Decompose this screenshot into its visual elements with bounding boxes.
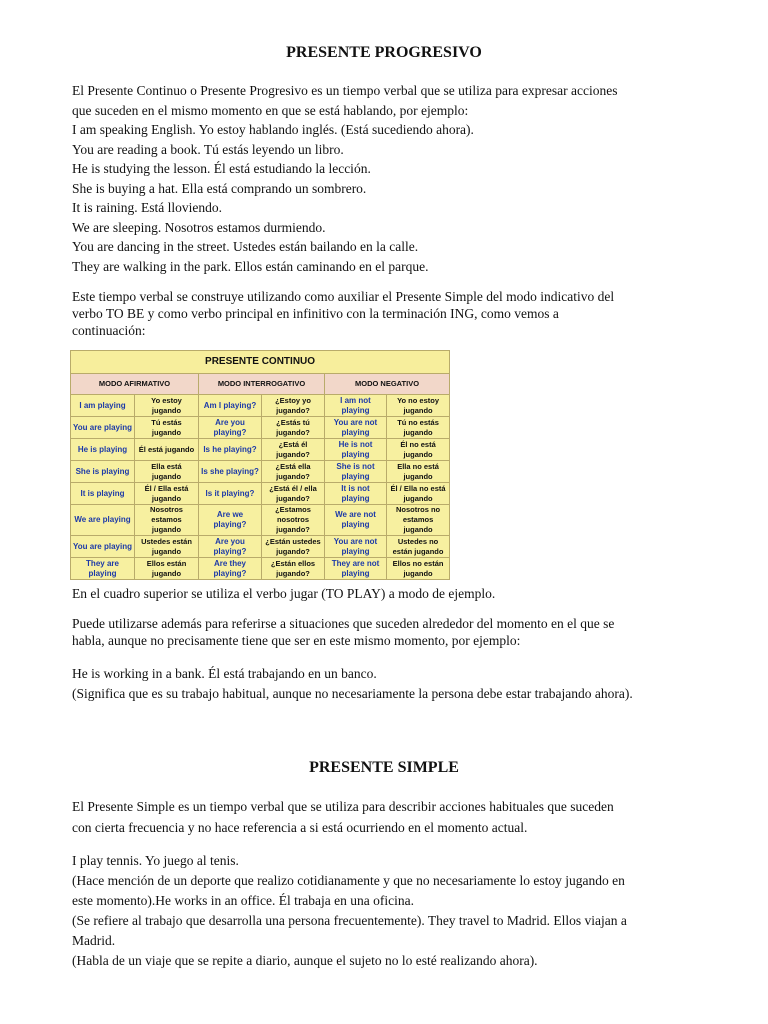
table-cell: Ella está jugando (135, 461, 199, 483)
table-cell: I am not playing (325, 395, 387, 417)
table-cell: I am playing (71, 395, 135, 417)
table-cell: They are playing (71, 558, 135, 580)
table-cell: You are not playing (325, 536, 387, 558)
example-line: You are dancing in the street. Ustedes están bailando en la calle. (72, 239, 419, 254)
table-cell: She is not playing (325, 461, 387, 483)
extra-example-line: (Significa que es su trabajo habitual, aunque no necesariamente la persona debe estar trabajando ahora). (72, 686, 633, 701)
table-note (72, 584, 692, 604)
table-row (71, 483, 450, 505)
table-row (71, 558, 450, 580)
table-cell: Ustedes no están jugando (387, 536, 450, 558)
table-cell: ¿Están ustedes jugando? (262, 536, 325, 558)
progresivo-intro (72, 81, 692, 120)
simple-example-line: (Habla de un viaje que se repite a diario, aunque el sujeto no lo esté realizando ahora). (72, 953, 538, 968)
table-cell: ¿Estoy yo jugando? (262, 395, 325, 417)
extra-line: habla, aunque no precisamente tiene que ser en este mismo momento, por ejemplo: (72, 633, 521, 648)
table-cell: Am I playing? (199, 395, 262, 417)
table-cell: Are they playing? (199, 558, 262, 580)
table-cell: Ellos no están jugando (387, 558, 450, 580)
progresivo-examples (72, 120, 692, 276)
table-cell: It is playing (71, 483, 135, 505)
table-cell: We are not playing (325, 505, 387, 536)
simple-example-line: (Se refiere al trabajo que desarrolla una persona frecuentemente). They travel to Madrid. Ellos viajan a (72, 913, 627, 928)
construction-line: continuación: (72, 323, 146, 338)
table-title: PRESENTE CONTINUO (71, 351, 450, 374)
construction-line: Este tiempo verbal se construye utilizando como auxiliar el Presente Simple del modo indicativo del (72, 289, 615, 304)
table-cell: Nosotros estamos jugando (135, 505, 199, 536)
table-cell: ¿Está ella jugando? (262, 461, 325, 483)
table-cell: Él no está jugando (387, 439, 450, 461)
simple-example-line: (Hace mención de un deporte que realizo cotidianamente y que no necesariamente lo estoy jugando en (72, 873, 625, 888)
table-cell: You are playing (71, 536, 135, 558)
table-cell: Él / Ella no está jugando (387, 483, 450, 505)
header-interrogativo: MODO INTERROGATIVO (199, 374, 325, 395)
table-row (71, 461, 450, 483)
table-cell: Tú no estás jugando (387, 417, 450, 439)
table-row (71, 439, 450, 461)
section-title-simple: PRESENTE SIMPLE (309, 759, 459, 776)
table-cell: You are not playing (325, 417, 387, 439)
table-cell: Yo no estoy jugando (387, 395, 450, 417)
header-afirmativo: MODO AFIRMATIVO (71, 374, 199, 395)
simple-intro-line: con cierta frecuencia y no hace referencia a si está ocurriendo en el momento actual. (72, 820, 528, 835)
table-row (71, 505, 450, 536)
example-line: He is studying the lesson. Él está estudiando la lección. (72, 161, 371, 176)
table-cell: It is not playing (325, 483, 387, 505)
table-cell: He is playing (71, 439, 135, 461)
example-line: She is buying a hat. Ella está comprando un sombrero. (72, 180, 367, 196)
table-cell: Are we playing? (199, 505, 262, 536)
table-note-line: En el cuadro superior se utiliza el verbo jugar (TO PLAY) a modo de ejemplo. (72, 586, 496, 601)
table-cell: Yo estoy jugando (135, 395, 199, 417)
table-cell: Nosotros no estamos jugando (387, 505, 450, 536)
simple-example-line: este momento).He works in an office. Él trabaja en una oficina. (72, 893, 415, 908)
intro-line: que suceden en el mismo momento en que se está hablando, por ejemplo: (72, 102, 469, 118)
table-cell: Is she playing? (199, 461, 262, 483)
construction-paragraph (72, 288, 692, 339)
table-cell: Ellos están jugando (135, 558, 199, 580)
table-cell: Is he playing? (199, 439, 262, 461)
table-cell: Ustedes están jugando (135, 536, 199, 558)
table-cell: Él / Ella está jugando (135, 483, 199, 505)
table-cell: She is playing (71, 461, 135, 483)
table-cell: He is not playing (325, 439, 387, 461)
simple-intro (72, 796, 692, 838)
intro-line: El Presente Continuo o Presente Progresivo es un tiempo verbal que se utiliza para expresar acciones (72, 83, 618, 98)
example-line: I am speaking English. Yo estoy hablando inglés. (Está sucediendo ahora). (72, 122, 474, 137)
table-cell: We are playing (71, 505, 135, 536)
extra-examples (72, 664, 692, 704)
table-cell: ¿Estás tú jugando? (262, 417, 325, 439)
table-row (71, 395, 450, 417)
extra-line: Puede utilizarse además para referirse a situaciones que suceden alrededor del momento en el que se (72, 616, 615, 631)
table-cell: Are you playing? (199, 536, 262, 558)
extra-example-line: He is working in a bank. Él está trabajando en un banco. (72, 666, 377, 681)
simple-example-line: Madrid. (72, 933, 116, 948)
extra-paragraph (72, 615, 692, 649)
table-row (71, 417, 450, 439)
construction-line: verbo TO BE y como verbo principal en infinitivo con la terminación ING, como vemos a (72, 306, 559, 321)
header-negativo: MODO NEGATIVO (325, 374, 450, 395)
table-cell: ¿Estamos nosotros jugando? (262, 505, 325, 536)
example-line: We are sleeping. Nosotros estamos durmiendo. (72, 219, 326, 235)
table-cell: Él está jugando (135, 439, 199, 461)
table-cell: Is it playing? (199, 483, 262, 505)
section-title-progresivo: PRESENTE PROGRESIVO (286, 44, 482, 61)
table-cell: ¿Está él / ella jugando? (262, 483, 325, 505)
table-row (71, 536, 450, 558)
example-line: You are reading a book. Tú estás leyendo un libro. (72, 141, 344, 157)
table-cell: You are playing (71, 417, 135, 439)
simple-examples (72, 851, 692, 971)
simple-example-line: I play tennis. Yo juego al tenis. (72, 853, 239, 868)
table-cell: Ella no está jugando (387, 461, 450, 483)
simple-intro-line: El Presente Simple es un tiempo verbal que se utiliza para describir acciones habituales que suceden (72, 799, 614, 814)
presente-continuo-table (70, 350, 450, 580)
table-cell: ¿Está él jugando? (262, 439, 325, 461)
example-line: It is raining. Está lloviendo. (72, 200, 222, 215)
example-line: They are walking in the park. Ellos están caminando en el parque. (72, 258, 429, 274)
table-cell: They are not playing (325, 558, 387, 580)
table-cell: Are you playing? (199, 417, 262, 439)
table-cell: ¿Están ellos jugando? (262, 558, 325, 580)
table-cell: Tú estás jugando (135, 417, 199, 439)
